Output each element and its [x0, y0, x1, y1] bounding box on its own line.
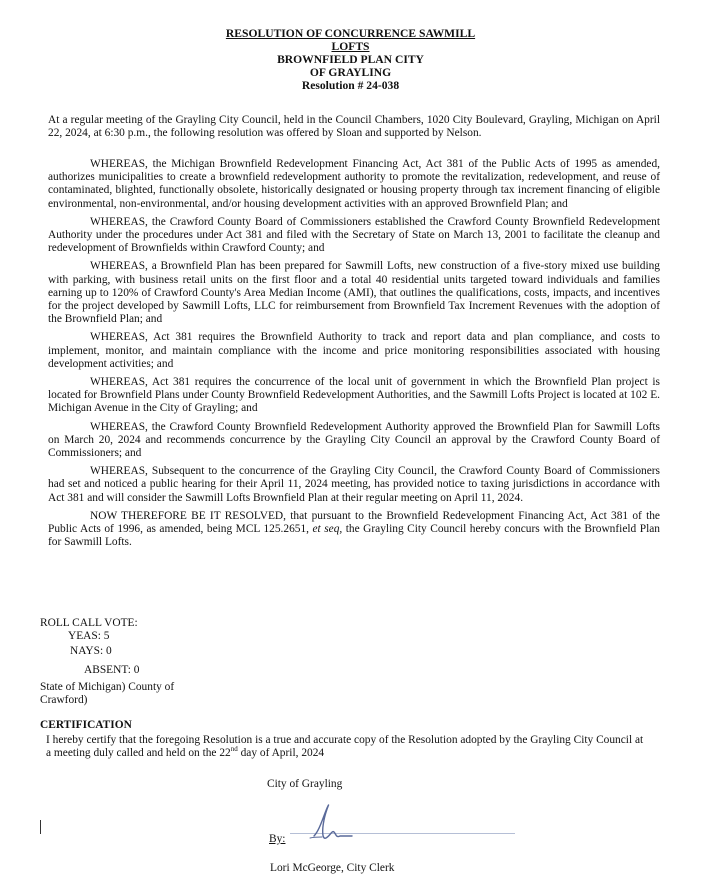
title-line-3: BROWNFIELD PLAN CITY: [277, 53, 424, 66]
signature-city: City of Grayling: [267, 778, 343, 790]
title-line-2: LOFTS: [331, 40, 370, 53]
whereas-paragraph: WHEREAS, the Crawford County Board of Commissioners established the Crawford County Brownfield Redevelopment Authority under the procedures under Act 381 and filed with the Secretary of State on March 13, 2001 to facilitate the cleanup and redevelopment of Brownfields within Crawford County; and: [48, 215, 660, 255]
whereas-clauses: [48, 158, 660, 554]
yeas-count: YEAS: 5: [68, 630, 110, 643]
by-text: By:: [269, 833, 286, 845]
certification-text: [46, 734, 646, 760]
whereas-paragraph: WHEREAS, the Michigan Brownfield Redevelopment Financing Act, Act 381 of the Public Acts of 1995 as amended, authorizes municipalities to create a brownfield redevelopment authority to promote the revitalization, redevelopment, and reuse of contaminated, blighted, functionally obsolete, historically designated or housing property through tax increment financing of eligible environmental, non-environmental, and/or housing development activities with an approved Brownfield Plan; and: [48, 158, 660, 210]
certification-body-end: day of April, 2024: [237, 747, 325, 760]
state-county: State of Michigan) County of Crawford): [40, 681, 175, 707]
whereas-paragraph: WHEREAS, Subsequent to the concurrence of the Grayling City Council, the Crawford County Board of Commissioners had set and noticed a public hearing for their April 11, 2024 meeting, has provided notice to taxing jurisdictions in accordance with Act 381 and will consider the Sawmill Lofts Brownfield Plan at their regular meeting on April 11, 2024.: [48, 465, 660, 504]
resolution-title: [0, 27, 701, 92]
title-line-4: OF GRAYLING: [309, 66, 392, 79]
clerk-name: Lori McGeorge, City Clerk: [270, 862, 395, 874]
whereas-paragraph: WHEREAS, the Crawford County Brownfield Redevelopment Authority approved the Brownfield Plan for Sawmill Lofts on March 20, 2024 and recommends concurrence by the Grayling City Council an approval by the Crawford County Board of Commissioners; and: [48, 420, 660, 460]
whereas-paragraph: WHEREAS, Act 381 requires the concurrence of the local unit of government in which the Brownfield Plan project is located for Brownfield Plans under County Brownfield Redevelopment Authorities, and the Sawmill Lofts Project is located at 102 E. Michigan Avenue in the City of Grayling; and: [48, 376, 660, 415]
date-superscript: nd: [230, 745, 238, 754]
text-cursor: [40, 820, 41, 834]
handwritten-signature: [300, 800, 360, 845]
nays-count: NAYS: 0: [70, 645, 112, 658]
certification-body: I hereby certify that the foregoing Resolution is a true and accurate copy of the Resolution adopted by the Grayling City Council at a meeting duly called and held on the 22: [46, 734, 644, 760]
absent-count: ABSENT: 0: [84, 663, 140, 676]
resolved-text: NOW THEREFORE BE IT RESOLVED, that pursuant to the Brownfield Redevelopment Financing Act, Act 381 of the Public Acts of 1996, as amended, being MCL 125.2651,: [48, 509, 660, 536]
title-line-1: RESOLUTION OF CONCURRENCE SAWMILL: [225, 27, 476, 40]
whereas-paragraph: WHEREAS, a Brownfield Plan has been prepared for Sawmill Lofts, new construction of a five-story mixed use building with parking, with business retail units on the first floor and a total 40 residential units targeted toward individuals and families earning up to 120% of Crawford County's Area Median Income (AMI), that outlines the qualifications, costs, impacts, and incentives for the project developed by Sawmill Lofts, LLC for reimbursement from Brownfield Tax Increment Revenues with the adoption of the Brownfield Plan; and: [48, 260, 660, 326]
certification-heading: CERTIFICATION: [40, 719, 132, 731]
by-label: [269, 833, 285, 846]
whereas-paragraph: WHEREAS, Act 381 requires the Brownfield Authority to track and report data and plan compliance, and costs to implement, monitor, and maintain compliance with the income and price monitoring responsibilities associated with housing development activities; and: [48, 331, 660, 370]
roll-call-vote: [40, 617, 340, 677]
intro-paragraph: At a regular meeting of the Grayling City Council, held in the Council Chambers, 1020 City Boulevard, Grayling, Michigan on April 22, 2024, at 6:30 p.m., the following resolution was offered by Sloan and supported by Nelson.: [48, 114, 660, 140]
resolved-paragraph: [48, 510, 660, 550]
resolution-number: Resolution # 24-038: [301, 79, 400, 92]
roll-call-heading: ROLL CALL VOTE:: [40, 617, 138, 629]
resolved-text-end: the Grayling City Council hereby concurs with the Brownfield Plan for Sawmill Lofts.: [48, 523, 660, 549]
resolved-italic: et seq,: [312, 523, 343, 536]
